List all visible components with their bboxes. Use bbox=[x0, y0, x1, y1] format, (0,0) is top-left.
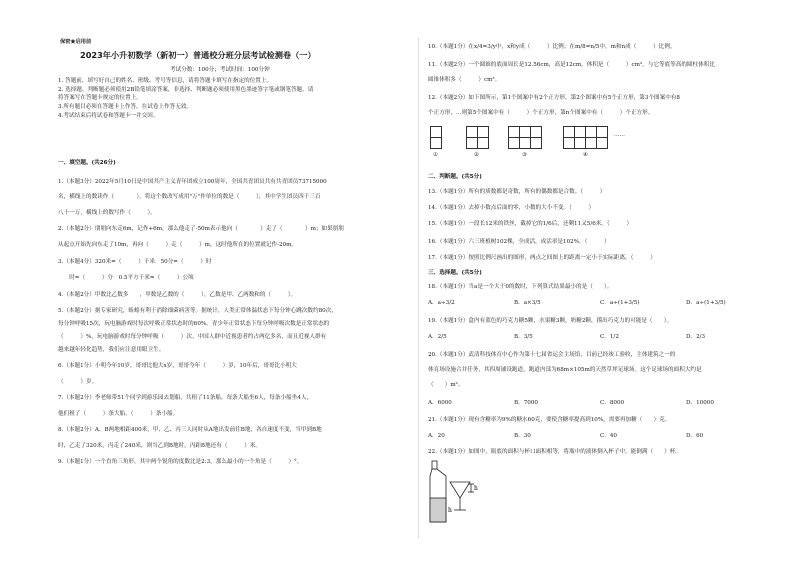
column-divider bbox=[418, 38, 419, 538]
page-title: 2023年小升初数学（新初一）普通校分班分层考试检测卷（一） bbox=[80, 50, 316, 60]
question-9: 9.（本题1分）一个直角三角形，其中两个锐角的度数比是2:3，那么最小的一个角是（ ）°。 bbox=[58, 459, 303, 465]
question-20-line-3: （ ）m²。 bbox=[428, 382, 464, 388]
question-5-line-1: 5.（本题2分）据专家研究，蚯蚓有利于消除细菌病害等。据统计，人类正常体温状态下每分钟心跳次数约80次， bbox=[58, 308, 337, 314]
question-20-option-d[interactable]: D．10000 bbox=[686, 400, 714, 406]
question-14: 14.（本题1分）去掉小数点后面的零，小数的大小不变。（ ） bbox=[428, 205, 595, 211]
question-5-line-4: 越来越年轻化趋势，我们应注意用眼卫生。 bbox=[58, 347, 165, 353]
question-6-line-1: 6.（本题1分）小明今年10岁，哥哥比他大x岁，哥哥今年（ ）岁，10年后，哥哥比小明大 bbox=[58, 363, 297, 369]
question-5-line-2: 每分钟呼吸15次，玩电脑游戏时每次呼吸正常状态时的60%。青少年正常状态下每分钟呼吸次数是正常状态的 bbox=[58, 321, 330, 327]
question-8-line-2: 时，乙走了320米，丙走了240米，则当乙到B地时，丙距B地还有（ ）米。 bbox=[58, 443, 261, 449]
question-3-line-2: 时=（ ）分 0.5平方千米=（ ）公顷 bbox=[58, 275, 194, 281]
question-18-option-d[interactable]: D．a÷(1+3/5) bbox=[686, 300, 726, 306]
question-13: 13.（本题1分）所有的质数都是奇数，所有的偶数都是合数。（ ） bbox=[428, 189, 606, 195]
question-19-option-c[interactable]: C．1/2 bbox=[600, 334, 619, 340]
bottle-drawing bbox=[430, 461, 446, 522]
question-20-line-1: 20.（本题1分）武清科技体育中心作为第十七届省运会主场馆，目前已经竣工验收，主体建筑之一的 bbox=[428, 352, 676, 358]
secret-label: 保密★启用前 bbox=[60, 39, 92, 45]
question-19-option-b[interactable]: B．3/5 bbox=[514, 334, 533, 340]
note-3: 3.所有题目必须在答题卡上作答，在试卷上作答无效。 bbox=[58, 104, 192, 110]
question-20-line-2: 体育场设施合并任务，其四周铺设跑道，跑道内部为68m×105m的天然草坪足球场。这个足球场的面积大约是 bbox=[428, 367, 702, 373]
exam-meta: 考试分数：100分；考试时间：100分钟 bbox=[170, 67, 270, 73]
question-5-line-3: （ ）%，玩电脑游戏时每分钟呼吸（ ）次。中国人群中近视患者约占两亿多名，而且近视人群有 bbox=[58, 334, 327, 340]
question-16: 16.（本题1分）六三班植树102棵，全成活，成活率是102%。（ ） bbox=[428, 239, 610, 245]
note-4: 4.考试结束后将试卷和答题卡一并交回。 bbox=[58, 113, 159, 119]
figure-label-1: ① bbox=[433, 152, 438, 158]
question-8-line-1: 8.（本题2分）A、B两地相距400米，甲、乙、丙三人同时从A地出发前往B地，各自速度不变，当甲到B地 bbox=[58, 427, 322, 433]
question-1-line-1: 1.（本题3分）2022年5月10日是中国共产主义青年团成立100周年，全国共青团员共有共青团员73715000 bbox=[58, 179, 327, 185]
note-2: 2. 选择题、判断题必须使用2B铅笔填涂答案，非选择、判断题必须使用黑色墨迹签字笔或钢笔答题，请 bbox=[58, 87, 314, 93]
bottle-and-glass-figure bbox=[428, 458, 498, 526]
section-choice-heading: 三、选择题。(共5分) bbox=[428, 270, 482, 276]
question-12-line-2: 个正方形，…则第5个图案中有（ ）个正方形，第n个图案中有（ ）个正方形。 bbox=[428, 110, 654, 116]
question-6-line-2: （ ）岁。 bbox=[58, 379, 98, 385]
figure-label-3: ③ bbox=[522, 152, 527, 158]
question-20-option-c[interactable]: C．8000 bbox=[600, 400, 625, 406]
pattern-square bbox=[430, 137, 442, 149]
section-judge-heading: 二、判断题。(共5分) bbox=[428, 174, 482, 180]
question-19-option-d[interactable]: D．2/3 bbox=[686, 334, 706, 340]
question-19-option-a[interactable]: A．2/5 bbox=[428, 334, 447, 340]
question-1-line-2: 名，横线上的数读作（ ），将这个数改写成用"万"作单位的数是（ ），其中学生团员四千三百 bbox=[58, 194, 321, 200]
question-18: 18.（本题1分）当a是一个大于0的数时，下列算式结果最小的是（ ）。 bbox=[428, 284, 613, 290]
question-7-line-1: 7.（本题2分）李老师带51个同学到游乐园去划船，共租了11条船，每条大船坐6人，每条小船坐4人， bbox=[58, 395, 313, 401]
question-2-line-1: 2.（本题2分）朋朋向东走6m，记作+6m，那么他走了-50m表示他向（ ）走了（ ）m；如果朋朋 bbox=[58, 226, 344, 232]
question-3-line-1: 3.（本题4分）320米=（ ）千米 50分=（ ）时 bbox=[58, 259, 212, 265]
figure-label-4: ④ bbox=[583, 152, 588, 158]
glass-height-label: h bbox=[474, 485, 478, 492]
question-4: 4.（本题2分）甲数比乙数多 ，甲数是乙数的（ ），乙数是甲、乙两数和的（ ）。 bbox=[58, 292, 297, 298]
question-15: 15.（本题1分）一段长12米的铁丝，截掉它的1/6后，还剩11又5/6米。（ ） bbox=[428, 221, 633, 227]
note-1: 1. 答题前，填写好自己的姓名、班级、考号等信息，请将答题卡填写在指定的位置上。 bbox=[58, 78, 273, 84]
question-18-option-a[interactable]: A．a÷3/2 bbox=[428, 300, 455, 306]
question-20-option-b[interactable]: B．7000 bbox=[514, 400, 538, 406]
question-20-option-a[interactable]: A．6000 bbox=[428, 400, 452, 406]
pattern-square bbox=[596, 137, 608, 149]
question-12-line-1: 12.（本题2分）如下图所示，第1个图案中有2个正方形，第2个图案中有5个正方形，第3个图案中有8 bbox=[428, 95, 680, 101]
figure-label-2: ② bbox=[474, 152, 479, 158]
question-19: 19.（本题1分）盒内有蓝色的巧克力糖5颗，水果糖3颗，奶糖2颗，摸出巧克力的可能是（ ）。 bbox=[428, 318, 673, 324]
question-21: 21.（本题1分）现有含糖率为9%的糖水60克，要使含糖率提高到10%，需要再加糖（ ）克。 bbox=[428, 417, 671, 423]
glass-drawing bbox=[450, 482, 474, 510]
question-21-option-d[interactable]: D．60 bbox=[686, 433, 704, 439]
question-11-line-1: 11.（本题2分）一个圆锥的底面周长是12.56cm，高是12cm，体积是（ ）cm³，与它等底等高的圆柱体积比 bbox=[428, 62, 715, 68]
question-11-line-2: 圆锥体积多（ ）cm³。 bbox=[428, 77, 501, 83]
pattern-square bbox=[530, 137, 542, 149]
square-pattern-figure bbox=[428, 126, 628, 162]
figure-ellipsis: …… bbox=[614, 132, 625, 138]
note-2-cont: 将答案写在答题卡规定的位置上。 bbox=[58, 95, 142, 101]
bottle-height-label: h bbox=[448, 507, 452, 514]
question-22: 22.（本题1分）如图中，瓶底的面积与杯口面积相等，将瓶中的液体倒入杯子中，能倒满（ ）杯。 bbox=[428, 449, 681, 455]
question-1-line-3: 八十一万，横线上的数写作（ ）。 bbox=[58, 210, 156, 216]
question-7-line-2: 他们租了（ ）条大船，（ ）条小船。 bbox=[58, 411, 179, 417]
right-column bbox=[428, 0, 773, 562]
question-17: 17.（本题1分）按照比例尺画出的图形，两点之间图上的距离一定小于实际距离。（ ） bbox=[428, 255, 656, 261]
question-18-option-b[interactable]: B．a×3/5 bbox=[514, 300, 541, 306]
section-fill-heading: 一、填空题。(共26分) bbox=[58, 160, 116, 166]
question-2-line-2: 从起点开始先向东走了10m，再向（ ）走（ ）m，这时他所在的位置就记作-20m。 bbox=[58, 242, 298, 248]
left-column bbox=[58, 0, 410, 562]
question-21-option-b[interactable]: B．30 bbox=[514, 433, 531, 439]
question-10: 10.（本题1分）在x/4=3/y中，x和y成（ ）比例；在m/8=n/5中，m和n成（ ）比例。 bbox=[428, 44, 676, 50]
question-21-option-a[interactable]: A．20 bbox=[428, 433, 445, 439]
question-21-option-c[interactable]: C．40 bbox=[600, 433, 617, 439]
question-18-option-c[interactable]: C．a÷(1+3/5) bbox=[600, 300, 640, 306]
pattern-square bbox=[477, 137, 489, 149]
